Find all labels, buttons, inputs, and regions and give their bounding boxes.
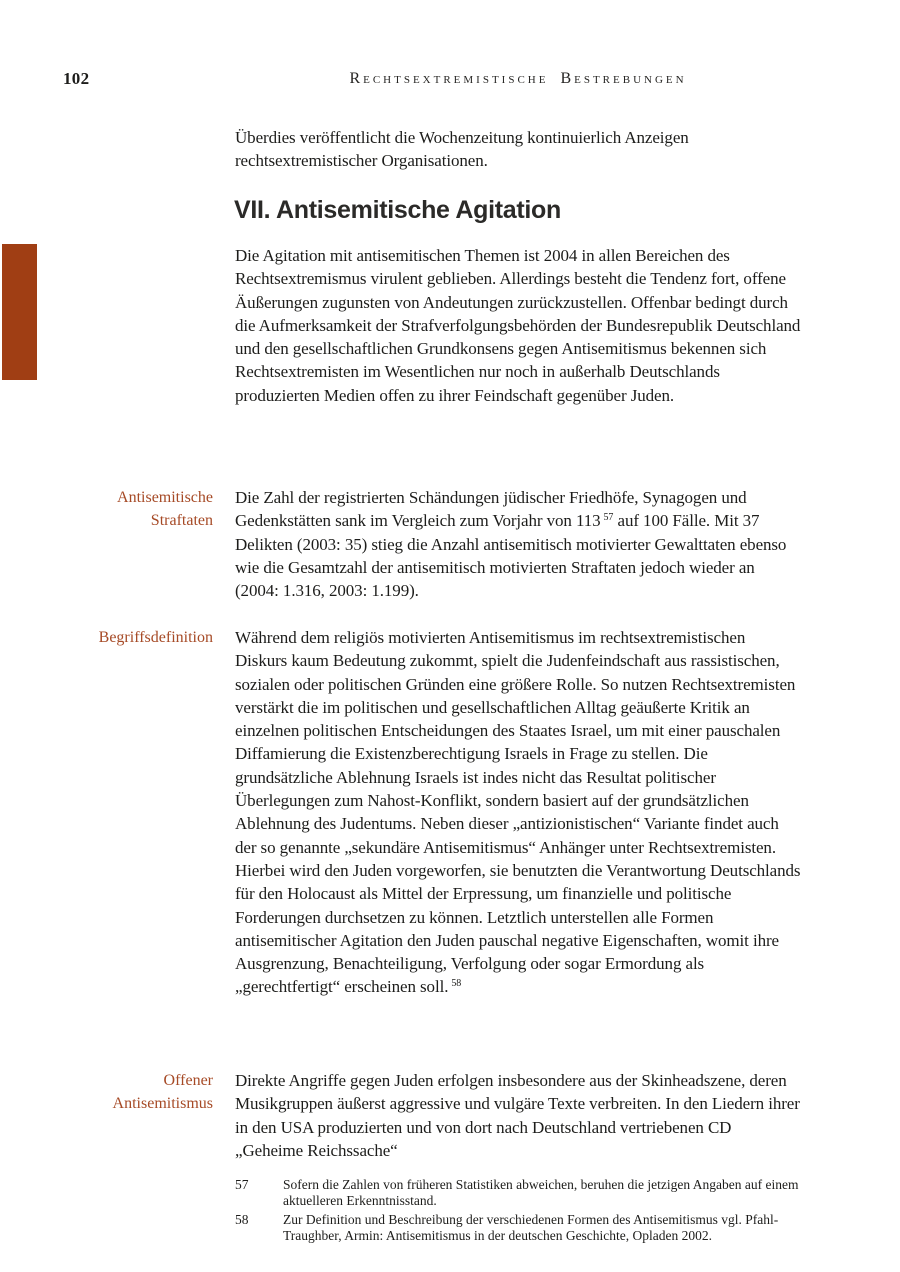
footnote	[235, 1177, 801, 1209]
paragraph-text: Direkte Angriffe gegen Juden erfolgen insbesondere aus der Skinheadszene, deren Musikgruppen äußerst aggressive und vulgäre Texte verbreiten. In den Liedern ihrer in den USA produzierten und von dort nach Deutschland vertriebenen CD „Geheime Reichssache“	[235, 1071, 800, 1160]
running-head: Rechtsextremistische Bestrebungen	[349, 70, 687, 87]
paragraph-row	[60, 626, 801, 999]
paragraph-text: Während dem religiös motivierten Antisemitismus im rechtsextremistischen Diskurs kaum Bedeutung zukommt, spielt die Judenfeindschaft aus rassistischen, sozialen oder politischen Gründen eine größere Rolle. So nutzen Rechtsextremisten verstärkt die im politischen und gesellschaftlichen Alltag geäußerte Kritik an einzelnen politischen Entscheidungen des Staates Israel, um mit einer pauschalen Diffamierung die Existenzberechtigung Israels in Frage zu stellen. Die grundsätzliche Ablehnung Israels ist indes nicht das Resultat politischer Überlegungen zum Nahost-Konflikt, sondern basiert auf der grundsätzlichen Ablehnung des Judentums. Neben dieser „antizionistischen“ Variante findet auch der so genannte „sekundäre Antisemitismus“ Anhänger unter Rechtsextremisten. Hierbei wird den Juden vorgeworfen, sie benutzten die Verantwortung Deutschlands für den Holocaust als Mittel der Erpressung, um finanzielle und politische Forderungen durchsetzen zu können. Letztlich unterstellen alle Formen antisemitischer Agitation den Juden pauschal negative Eigenschaften, womit ihre Ausgrenzung, Benachteiligung, Verfolgung oder sogar Ermordung als „gerechtfertigt“ erscheinen soll. $^{58}$	[235, 628, 801, 997]
margin-label-begriffsdefinition: Begriffsdefinition	[98, 629, 213, 646]
footnote	[235, 1212, 801, 1244]
paragraph-text: Die Agitation mit antisemitischen Themen ist 2004 in allen Bereichen des Rechtsextremismus virulent geblieben. Allerdings besteht die Tendenz fort, offene Äußerungen zugunsten von Andeutungen zurückzustellen. Offenbar bedingt durch die Aufmerksamkeit der Strafverfolgungsbehörden der Bundesrepublik Deutschland und den gesellschaftlichen Grundkonsens gegen Antisemitismus bekennen sich Rechtsextremisten im Wesentlichen nur noch in außerhalb Deutschlands produzierten Medien offen zu ihrer Feindschaft gegenüber Juden.	[235, 246, 801, 405]
paragraph-row	[60, 244, 801, 407]
footnote-number: 57	[235, 1177, 249, 1192]
footnote-reference: 57	[603, 512, 614, 524]
margin-label-antisemitische-straftaten: Antisemitische Straftaten	[117, 489, 213, 530]
intro-paragraph: Überdies veröffentlicht die Wochenzeitung kontinuierlich Anzeigen rechtsextremistischer Organisationen.	[235, 128, 689, 171]
footnote-text: Zur Definition und Beschreibung der verschiedenen Formen des Antisemitismus vgl. Pfahl-Traughber, Armin: Antisemitismus in der deutschen Geschichte, Opladen 2002.	[283, 1212, 779, 1243]
margin-label-offener-antisemitismus: Offener Antisemitismus	[112, 1072, 213, 1113]
footnote-number: 58	[235, 1212, 249, 1227]
page-number: 102	[63, 69, 90, 88]
margin-accent-bar	[2, 244, 37, 380]
paragraph-text: Die Zahl der registrierten Schändungen jüdischer Friedhöfe, Synagogen und Gedenkstätten sank im Vergleich zum Vorjahr von 113 $^{57}$ auf 100 Fälle. Mit 37 Delikten (2003: 35) stieg die Anzahl antisemitisch motivierter Gewalttaten ebenso wie die Gesamtzahl der antisemitisch motivierten Straftaten jedoch wieder an (2004: 1.316, 2003: 1.199).	[235, 488, 787, 601]
footnote-text: Sofern die Zahlen von früheren Statistiken abweichen, beruhen die jetzigen Angaben auf einem aktuelleren Erkenntnisstand.	[283, 1177, 799, 1208]
section-heading: VII. Antisemitische Agitation	[234, 196, 561, 224]
paragraph-row	[60, 1069, 801, 1162]
footnotes-block	[235, 1177, 801, 1247]
footnote-reference: 58	[451, 978, 462, 990]
intro-paragraph-row	[60, 126, 801, 173]
paragraph-row	[60, 486, 801, 602]
